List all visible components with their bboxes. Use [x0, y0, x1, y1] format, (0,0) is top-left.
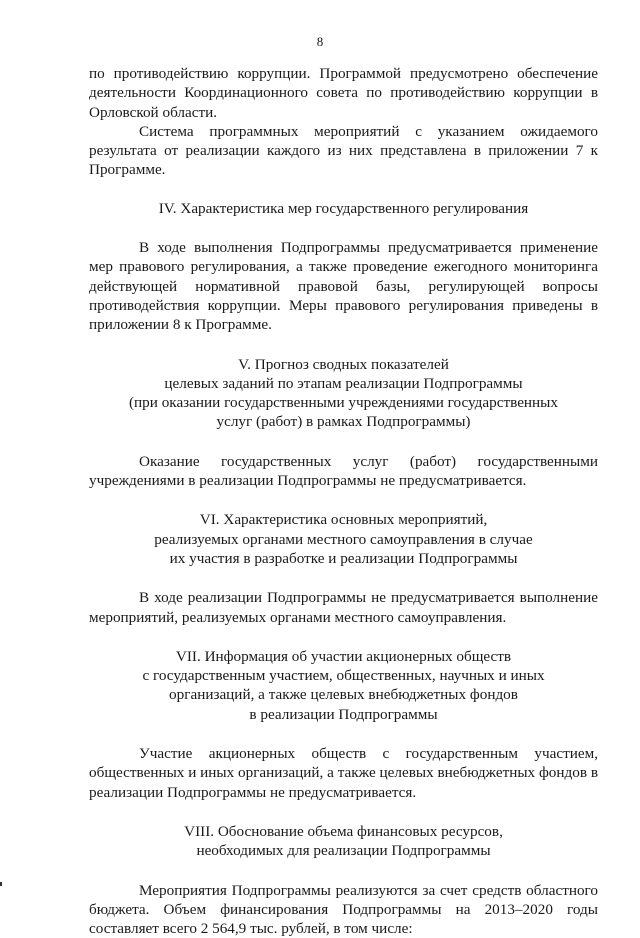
heading-line: V. Прогноз сводных показателей — [89, 355, 598, 374]
paragraph-financing: Мероприятия Подпрограммы реализуются за счет средств областного бюджета. Объем финансирования Подпрограммы на 2013–2020 годы составляет всего 2 564,9 тыс. рублей, в том числе: — [89, 881, 598, 938]
paragraph-coordination-council: по противодействию коррупции. Программой предусмотрено обеспечение деятельности Координационного совета по противодействию коррупции в Орловской области. — [89, 64, 598, 122]
section-heading-iv: IV. Характеристика мер государственного регулирования — [89, 199, 598, 218]
paragraph-joint-stock-companies: Участие акционерных обществ с государственным участием, общественных и иных организаций, а также целевых внебюджетных фондов в реализации Подпрограммы не предусматривается. — [89, 744, 598, 802]
heading-line: в реализации Подпрограммы — [89, 705, 598, 724]
page-number: 8 — [0, 34, 640, 50]
heading-line: услуг (работ) в рамках Подпрограммы) — [89, 412, 598, 431]
heading-line: необходимых для реализации Подпрограммы — [89, 841, 598, 860]
heading-line: их участия в разработке и реализации Подпрограммы — [89, 549, 598, 568]
section-heading-vii — [89, 647, 598, 724]
document-body — [89, 64, 598, 938]
heading-line: (при оказании государственными учреждениями государственных — [89, 393, 598, 412]
heading-line: с государственным участием, общественных, научных и иных — [89, 666, 598, 685]
paragraph-state-services: Оказание государственных услуг (работ) государственными учреждениями в реализации Подпрограммы не предусматривается. — [89, 452, 598, 491]
heading-line: VII. Информация об участии акционерных обществ — [89, 647, 598, 666]
heading-line: VI. Характеристика основных мероприятий, — [89, 510, 598, 529]
section-heading-viii — [89, 822, 598, 861]
paragraph-program-activities: Система программных мероприятий с указанием ожидаемого результата от реализации каждого из них представлена в приложении 7 к Программе. — [89, 122, 598, 180]
heading-line: целевых заданий по этапам реализации Подпрограммы — [89, 374, 598, 393]
section-heading-v — [89, 355, 598, 432]
heading-line: VIII. Обоснование объема финансовых ресурсов, — [89, 822, 598, 841]
heading-line: реализуемых органами местного самоуправления в случае — [89, 530, 598, 549]
scan-mark — [0, 882, 2, 886]
paragraph-local-government: В ходе реализации Подпрограммы не предусматривается выполнение мероприятий, реализуемых органами местного самоуправления. — [89, 588, 598, 627]
paragraph-legal-regulation: В ходе выполнения Подпрограммы предусматривается применение мер правового регулирования, а также проведение ежегодного мониторинга действующей нормативной правовой базы, регулирующей вопросы противодействия коррупции. Меры правового регулирования приведены в приложении 8 к Программе. — [89, 238, 598, 334]
heading-line: организаций, а также целевых внебюджетных фондов — [89, 685, 598, 704]
section-heading-vi — [89, 510, 598, 568]
